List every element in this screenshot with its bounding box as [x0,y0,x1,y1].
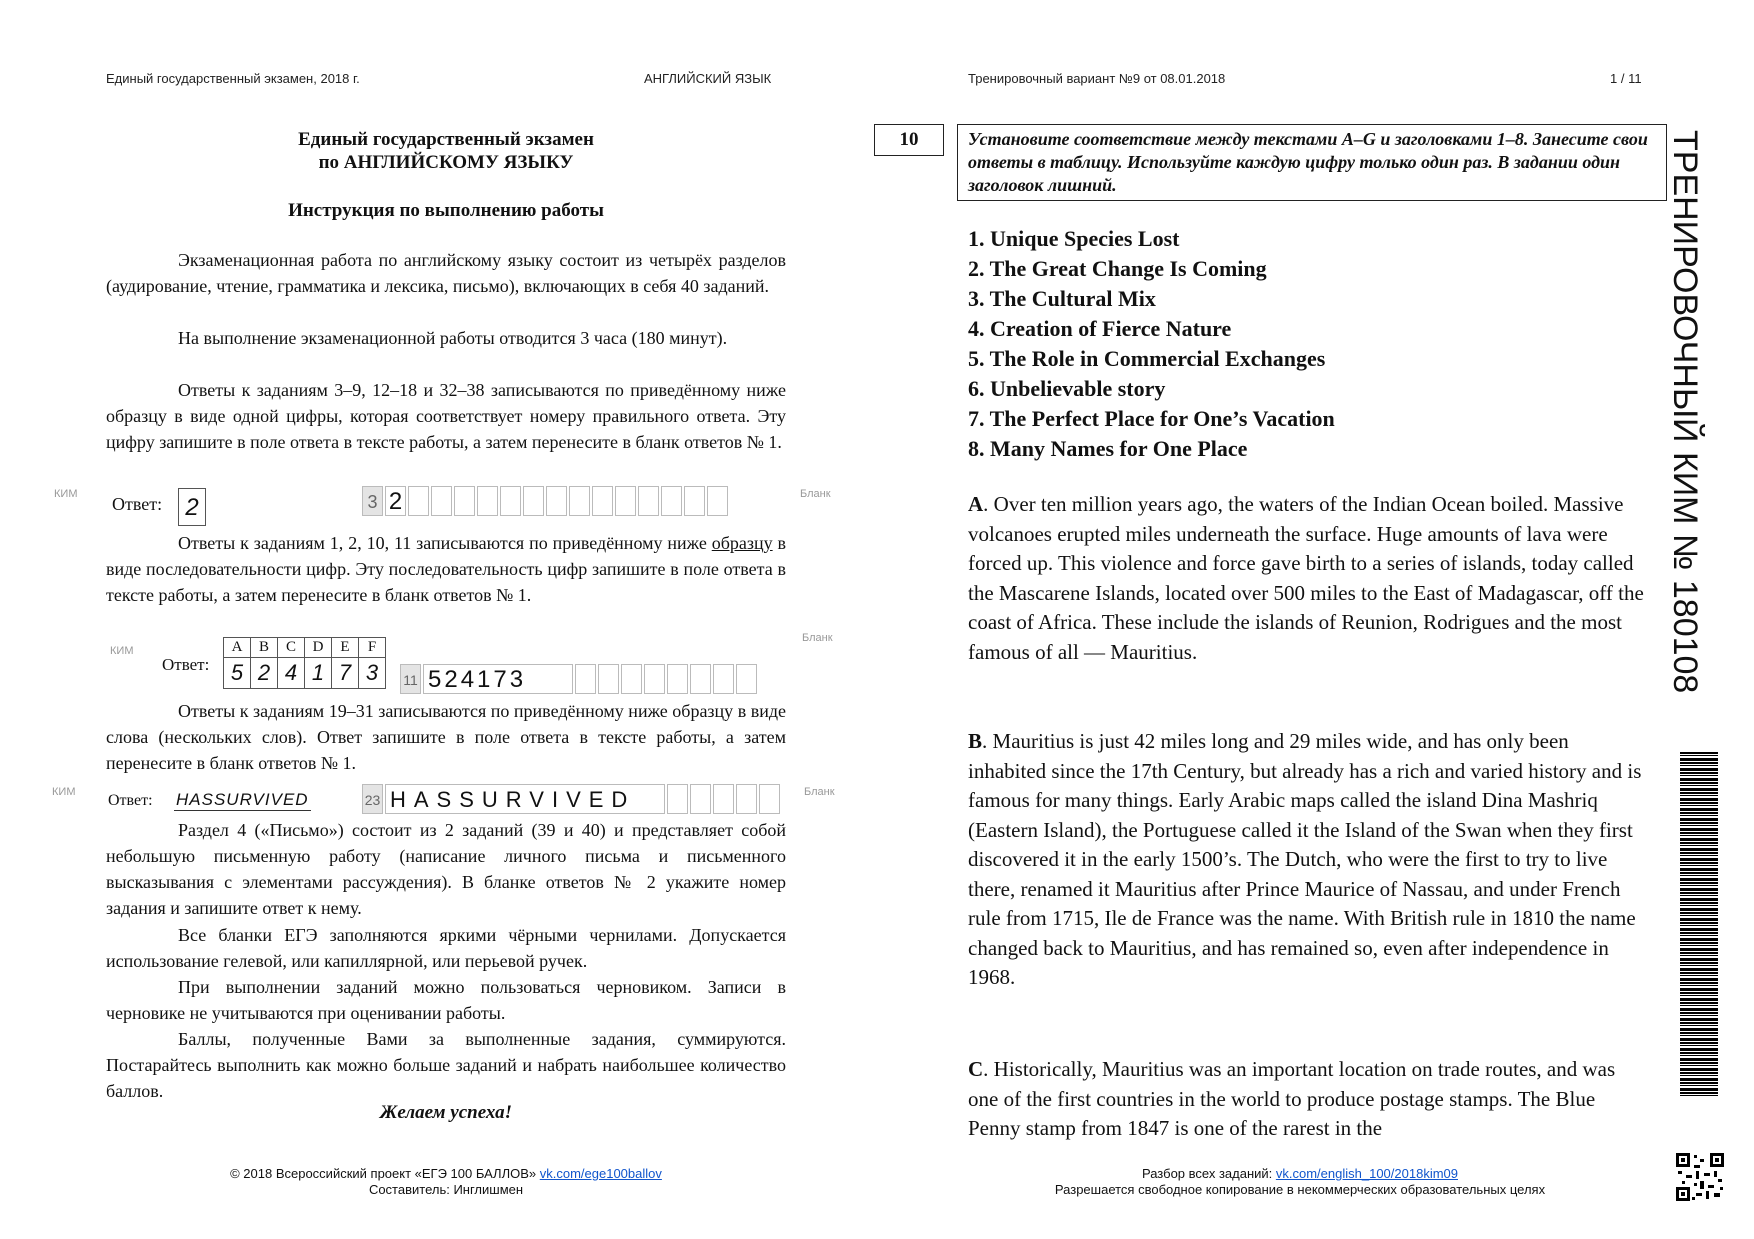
blank-label-3: Бланк [804,786,835,798]
header-page-number: 1 / 11 [1610,71,1642,86]
task-instruction: Установите соответствие между текстами A–G и заголовками 1–8. Занесите свои ответы в таблицу. Используйте каждую цифру только один раз. В задании один заголовок лишний. [957,124,1667,201]
heading-item: 1. Unique Species Lost [968,226,1180,251]
left-footer: © 2018 Всероссийский проект «ЕГЭ 100 БАЛЛОВ» vk.com/ege100ballov Составитель: Инглишмен [230,1166,662,1197]
example3-blank-cells [362,784,782,814]
example2-answer-table: A B C D E F 5 2 4 1 7 3 [223,637,386,689]
kim-label-3: КИМ [52,786,76,798]
answer-label-2: Ответ: [162,655,210,674]
qr-code-image [1676,1153,1724,1201]
good-luck-wish: Желаем успеха! [379,1102,513,1123]
analysis-link[interactable]: vk.com/english_100/2018kim09 [1275,1166,1458,1181]
example2-answer-cells: 524173 [423,664,573,694]
header-exam-title: Единый государственный экзамен, 2018 г. [106,71,360,86]
right-footer: Разбор всех заданий: vk.com/english_100/2018kim09 Разрешается свободное копирование в некоммерческих образовательных целях [1054,1166,1546,1197]
paragraph-draft: При выполнении заданий можно пользоваться черновиком. Записи в черновике не учитываются при оценивании работы. [106,977,786,1023]
kim-label: КИМ [54,488,78,500]
text-b: B. Mauritius is just 42 miles long and 29 miles wide, and has only been inhabited since the 17th Century, but already has a rich and varied history and is famous for many things. Early Arabic maps called the island Dina Mashriq (Eastern Island), the Portuguese called it the Island of the Swan when they first discovered it in the early 1500’s. The Dutch, who were the first to try to live there, renamed it Mauritius after Prince Maurice of Nassau, and under French rule from 1715, Ile de France was the name. With British rule in 1810 the name changed back to Mauritius, and has remained so, even after independence in 1968. [968,729,1642,989]
task-number-box: 10 [874,124,944,156]
text-a: A. Over ten million years ago, the waters of the Indian Ocean boiled. Massive volcanoes erupted miles underneath the surface. Huge amounts of lava were forced up. This violence and force gave birth to a series of islands, today called the Mascarene Islands, located over 500 miles to the East of Madagascar, off the coast of Africa. These include the islands of Reunion, Rodrigues and the most famous of all — Mauritius. [968,492,1644,664]
heading-item: 5. The Role in Commercial Exchanges [968,346,1326,371]
exam-title-block [106,128,786,174]
example1-digit-cell: 2 [385,486,406,516]
paragraph-words: Ответы к заданиям 19–31 записываются по приведённому ниже образцу в виде слова (нескольких слов). Ответ запишите в поле ответа в тексте работы, а затем перенесите в бланк ответов № 1. [106,701,786,773]
paragraph-single-digit: Ответы к заданиям 3–9, 12–18 и 32–38 записываются по приведённому ниже образцу в виде одной цифры, которая соответствует номеру правильного ответа. Эту цифру запишите в поле ответа в тексте работы, а затем перенесите в бланк ответов № 1. [106,380,786,452]
barcode-image [1680,752,1718,1098]
heading-item: 6. Unbelievable story [968,376,1166,401]
kim-label-2: КИМ [110,645,134,657]
vertical-kim-label: ТРЕНИРОВОЧНЫЙ КИМ № 180108 [1666,130,1704,694]
answer-label: Ответ: [112,494,163,514]
paragraph-sequence: Ответы к заданиям 1, 2, 10, 11 записываются по приведённому ниже образцу в виде последовательности цифр. Эту последовательность цифр запишите в поле ответа в тексте работы, а затем перенесите в бланк ответов № 1. [106,533,787,605]
example2-blank-cells [400,664,759,694]
paragraph-duration: На выполнение экзаменационной работы отводится 3 часа (180 минут). [178,328,728,348]
paragraph-ink: Все бланки ЕГЭ заполняются яркими чёрными чернилами. Допускается использование гелевой, или капиллярной, или перьевой ручек. [106,925,786,971]
example1-task-number: 3 [362,486,383,516]
heading-item: 4. Creation of Fierce Nature [968,316,1232,341]
heading-item: 8. Many Names for One Place [968,436,1248,461]
example2-task-number: 11 [400,664,421,694]
exam-title-line2: по АНГЛИЙСКОМУ ЯЗЫКУ [318,152,574,173]
paragraph-sections: Экзаменационная работа по английскому языку состоит из четырёх разделов (аудирование, чтение, грамматика и лексика, письмо), включающих в себя 40 заданий. [106,250,786,296]
example1-blank-cells [362,486,730,516]
blank-label: Бланк [800,488,831,500]
example3-task-number: 23 [362,784,383,814]
blank-label-2: Бланк [802,632,833,644]
answer-label-3: Ответ: [108,792,153,809]
example1-answer-box: 2 [178,488,206,526]
sample-link-text: образцу [711,533,773,553]
example3-answer-word: HASSURVIVED [176,790,309,809]
paragraph-points: Баллы, полученные Вами за выполненные задания, суммируются. Постарайтесь выполнить как можно больше заданий и набрать наибольшее количество баллов. [106,1029,786,1101]
headings-list [968,224,1608,464]
heading-item: 3. The Cultural Mix [968,286,1156,311]
exam-title-line1: Единый государственный экзамен [298,129,594,150]
heading-item: 7. The Perfect Place for One’s Vacation [968,406,1335,431]
heading-item: 2. The Great Change Is Coming [968,256,1267,281]
paragraph-writing: Раздел 4 («Письмо») состоит из 2 заданий (39 и 40) и представляет собой небольшую письменную работу (написание личного письма и письменного высказывания с элементами рассуждения). В бланке ответов № 2 укажите номер задания и запишите ответ к нему. [106,820,786,918]
header-variant: Тренировочный вариант №9 от 08.01.2018 [968,71,1226,86]
example3-answer-cells: HASSURVIVED [385,784,665,814]
text-c: C. Historically, Mauritius was an important location on trade routes, and was one of the first countries in the world to produce postage stamps. The Blue Penny stamp from 1847 is one of the rarest in the [968,1057,1616,1140]
ege100-link[interactable]: vk.com/ege100ballov [539,1166,662,1181]
header-subject: АНГЛИЙСКИЙ ЯЗЫК [644,71,772,86]
instruction-title: Инструкция по выполнению работы [288,200,604,221]
